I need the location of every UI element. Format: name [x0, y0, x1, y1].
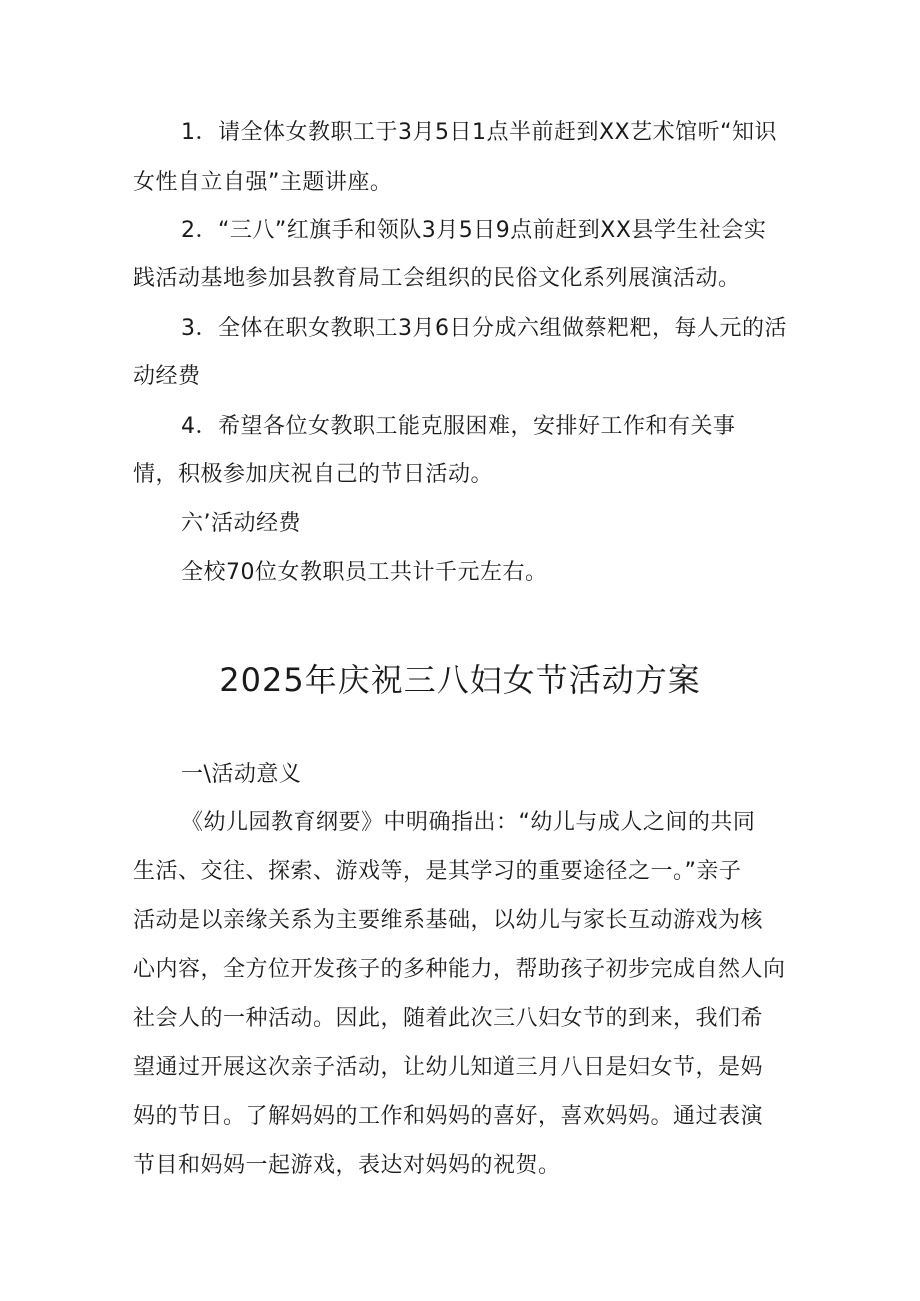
document-title: 2025年庆祝三八妇女节活动方案: [219, 661, 701, 699]
paragraph-line-2: 生活、交往、探索、游戏等，是其学习的重要途径之一。”亲子: [133, 859, 742, 884]
paragraph-line-5: 社会人的一种活动。因此，随着此次三八妇女节的到来，我们希: [133, 1006, 764, 1031]
section-1-heading: 一\活动意义: [181, 762, 302, 787]
paragraph-line-3: 活动是以亲缘关系为主要维系基础，以幼儿与家长互动游戏为核: [133, 908, 764, 933]
item-3-line-2: 动经费: [133, 364, 201, 389]
item-1-line-2: 女性自立自强”主题讲座。: [133, 170, 393, 195]
item-1-line-1: 1．请全体女教职工于3月5日1点半前赶到XX艺术馆听“知识: [181, 120, 778, 145]
paragraph-line-6: 望通过开展这次亲子活动，让幼儿知道三月八日是妇女节，是妈: [133, 1055, 764, 1080]
section-6-text: 全校70位女教职员工共计千元左右。: [181, 560, 548, 585]
paragraph-line-7: 妈的节日。了解妈妈的工作和妈妈的喜好，喜欢妈妈。通过表演: [133, 1104, 764, 1129]
paragraph-line-8: 节目和妈妈一起游戏，表达对妈妈的祝贺。: [133, 1153, 561, 1178]
section-6-heading: 六’活动经费: [181, 511, 301, 536]
paragraph-line-4: 心内容，全方位开发孩子的多种能力，帮助孩子初步完成自然人向: [133, 957, 786, 982]
paragraph-line-1: 《幼儿园教育纲要》中明确指出：“幼儿与成人之间的共同: [181, 810, 756, 835]
item-2-line-2: 践活动基地参加县教育局工会组织的民俗文化系列展演活动。: [133, 266, 741, 291]
item-3-line-1: 3．全体在职女教职工3月6日分成六组做蔡粑粑，每人元的活: [181, 316, 787, 341]
item-4-line-2: 情，积极参加庆祝自己的节日活动。: [133, 462, 494, 487]
item-2-line-1: 2．“三八”红旗手和领队3月5日9点前赶到XX县学生社会实: [181, 218, 767, 243]
item-4-line-1: 4．希望各位女教职工能克服困难，安排好工作和有关事: [181, 414, 736, 439]
